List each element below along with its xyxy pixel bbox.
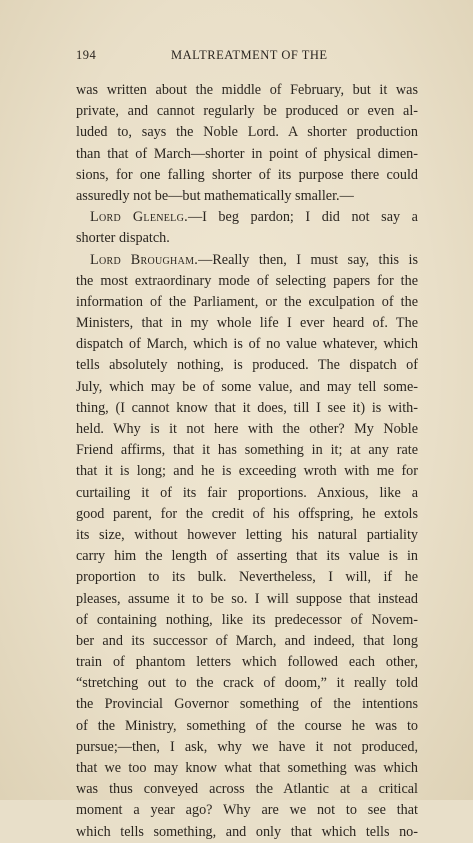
text-line: of the Ministry, something of the course he was to [76, 717, 418, 734]
text-span: —Really then, I must say, this is [198, 251, 418, 268]
text-line: its size, without however letting his natural partiality [76, 526, 418, 543]
text-line: held. Why is it not here with the other? My Noble [76, 421, 418, 437]
text-line: private, and cannot regularly be produced or even al- [76, 103, 418, 120]
text-line: curtailing it of its fair proportions. Anxious, like a [76, 484, 418, 501]
body-text [76, 80, 418, 843]
page-header [76, 48, 416, 64]
text-line: was thus conveyed across the Atlantic at a critical [76, 781, 418, 798]
text-line: carry him the length of asserting that its value is in [76, 548, 418, 565]
text-line: pursue;—then, I ask, why we have it not produced, [76, 738, 418, 755]
page-number: 194 [76, 48, 97, 62]
text-line: July, which may be of some value, and may tell some- [76, 378, 418, 395]
text-line: which tells something, and only that which tells no- [76, 823, 418, 840]
text-line: sions, for one falling shorter of its purpose there could [76, 166, 418, 183]
speech-line [76, 207, 418, 228]
text-line: luded to, says the Noble Lord. A shorter production [76, 124, 418, 141]
text-line: shorter dispatch. [76, 230, 170, 247]
speaker-name: Lord Glenelg. [90, 209, 188, 226]
speaker-name: Lord Brougham. [90, 251, 199, 268]
text-line: was written about the middle of February, but it was [76, 82, 418, 98]
speech-line [76, 250, 418, 271]
text-line: information of the Parliament, or the exculpation of the [76, 293, 418, 310]
text-line: Ministers, that in my whole life I ever heard of. The [76, 315, 418, 332]
text-line: than that of March—shorter in point of physical dimen- [76, 145, 418, 162]
text-line: the Provincial Governor something of the intentions [76, 696, 418, 713]
text-line: good parent, for the credit of his offspring, he extols [76, 505, 418, 522]
text-line: that we too may know what that something was which [76, 760, 418, 776]
text-line: proportion to its bulk. Nevertheless, I will, if he [76, 569, 418, 586]
text-line: thing, (I cannot know that it does, till I see it) is with- [76, 399, 418, 416]
text-line: tells absolutely nothing, is produced. The dispatch of [76, 357, 418, 374]
text-span: —I beg pardon; I did not say a [187, 209, 418, 226]
text-line: dispatch of March, which is of no value whatever, which [76, 336, 418, 353]
text-line: that it is long; and he is exceeding wroth with me for [76, 463, 418, 480]
text-line: Friend affirms, that it has something in it; at any rate [76, 442, 418, 459]
text-line: ber and its successor of March, and indeed, that long [76, 632, 418, 649]
text-line: assuredly not be—but mathematically smaller.— [76, 187, 354, 204]
text-line: moment a year ago? Why are we not to see that [76, 802, 418, 819]
text-line: of containing nothing, like its predecessor of Novem- [76, 611, 418, 628]
text-line: train of phantom letters which followed each other, [76, 654, 418, 671]
text-line: pleases, assume it to be so. I will suppose that instead [76, 590, 418, 607]
text-line: the most extraordinary mode of selecting papers for the [76, 272, 418, 289]
running-head: MALTREATMENT OF THE [171, 48, 328, 62]
text-line: “stretching out to the crack of doom,” it really told [76, 675, 418, 692]
